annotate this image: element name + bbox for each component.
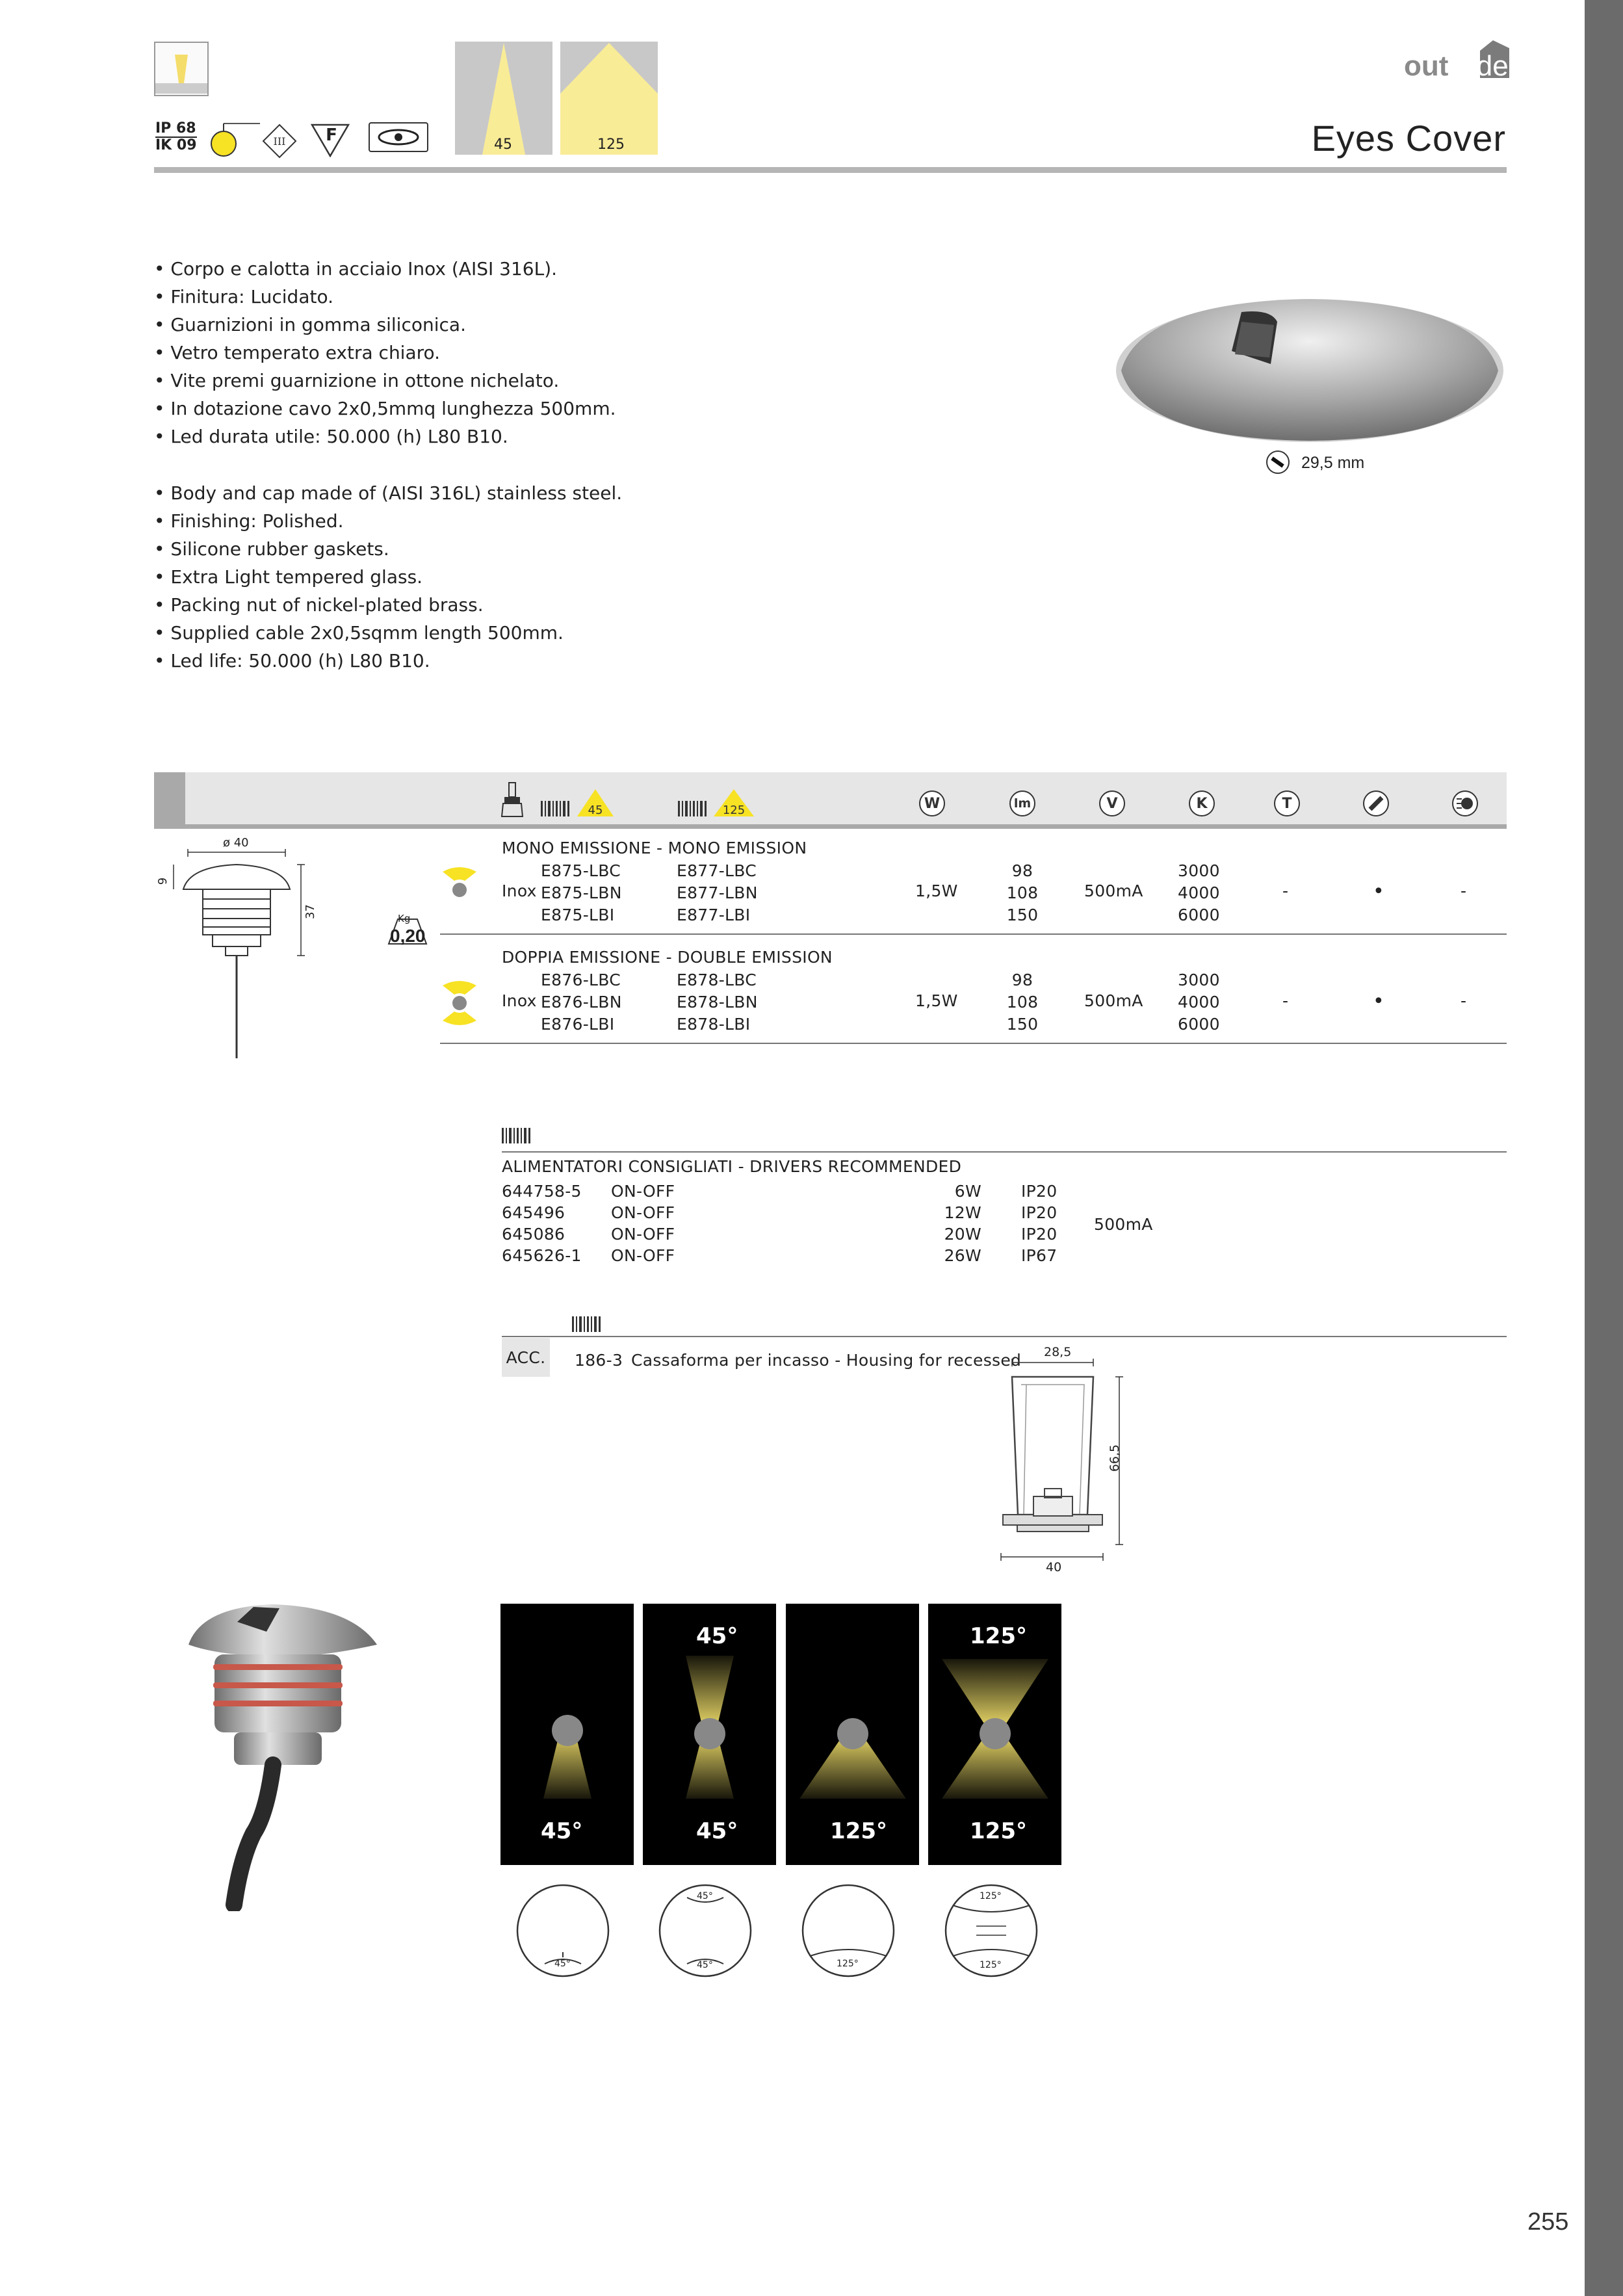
lumen-values: 98 108 150 xyxy=(1006,861,1039,924)
product-cap-photo xyxy=(1115,273,1505,451)
ip-rating: IP 68 IK 09 xyxy=(155,120,197,153)
driver-codes: 644758-5 645496 645086 645626-1 xyxy=(502,1182,582,1265)
housing-height: 66,5 xyxy=(1108,1444,1123,1472)
row-divider xyxy=(440,1043,1507,1044)
class-iii-icon xyxy=(262,124,297,161)
group-title: DOPPIA EMISSIONE - DOUBLE EMISSION xyxy=(502,948,833,967)
watt-icon: W xyxy=(919,790,945,816)
brand-logo xyxy=(1402,39,1509,85)
svg-text:out: out xyxy=(1404,50,1449,82)
current-value: 500mA xyxy=(1084,881,1143,900)
plan-view-mono-45: 45° xyxy=(515,1883,610,1978)
svg-text:III: III xyxy=(273,135,286,148)
svg-text:125: 125 xyxy=(722,803,746,817)
temp-value: - xyxy=(1282,991,1289,1010)
lumen-icon: lm xyxy=(1009,790,1035,816)
svg-text:45: 45 xyxy=(588,803,603,817)
row-divider xyxy=(440,933,1507,935)
page-title: Eyes Cover xyxy=(1311,118,1506,159)
accessory-label: ACC. xyxy=(502,1338,550,1377)
plan-view-double-45: 45° 45° xyxy=(658,1883,753,1978)
walkover-value: • xyxy=(1373,990,1384,1013)
drawing-cap-height: 9 xyxy=(156,877,170,885)
driver-current: 500mA xyxy=(1094,1215,1153,1234)
mono-emission-icon xyxy=(440,867,479,902)
accessory-rule xyxy=(502,1336,1507,1337)
current-value: 500mA xyxy=(1084,991,1143,1010)
codes-125: E877-LBC E877-LBN E877-LBI xyxy=(677,861,758,924)
brush-icon xyxy=(500,781,524,820)
codes-45: E876-LBC E876-LBN E876-LBI xyxy=(541,971,622,1034)
drawing-height: 37 xyxy=(303,904,317,919)
beam-diagram-mono-125: 125° xyxy=(786,1604,919,1865)
waterproof-value: - xyxy=(1461,881,1467,900)
volt-icon: V xyxy=(1099,790,1125,816)
downlight-icon xyxy=(155,43,207,95)
technical-drawing xyxy=(154,837,349,1074)
features-english: • Body and cap made of (AISI 316L) stainless steel. • Finishing: Polished. • Silicone rubber gaskets. • Extra Light tempered glass. • Packing nut of nickel-plated brass. • Supplied cable 2x0,5sqmm length 500mm. • Led life: 50.000 (h) L80 B10. xyxy=(154,482,623,672)
codes-45: E875-LBC E875-LBN E875-LBI xyxy=(541,861,622,924)
plan-view-mono-125: 125° xyxy=(801,1883,896,1978)
barcode-icon xyxy=(572,1316,602,1335)
beam-diagram-double-45: 45° 45° xyxy=(643,1604,776,1865)
weight-badge: Kg 0,20 xyxy=(390,913,426,946)
features-italian: • Corpo e calotta in acciaio Inox (AISI 316L). • Finitura: Lucidato. • Guarnizioni in gomma siliconica. • Vetro temperato extra chiaro. • Vite premi guarnizione in ottone nichelato. • In dotazione cavo 2x0,5mmq lunghezza 500mm. • Led durata utile: 50.000 (h) L80 B10. xyxy=(154,258,616,447)
material: Inox xyxy=(502,881,537,900)
lumen-values: 98 108 150 xyxy=(1006,971,1039,1034)
walkover-value: • xyxy=(1373,880,1384,903)
beam-45-icon: 45 xyxy=(455,42,552,155)
waterproof-icon xyxy=(1452,790,1478,816)
waterproof-value: - xyxy=(1461,991,1467,1010)
svg-text:side: side xyxy=(1456,50,1509,82)
codes-125: E878-LBC E878-LBN E878-LBI xyxy=(677,971,758,1034)
group-title: MONO EMISSIONE - MONO EMISSION xyxy=(502,839,807,857)
barcode-icon xyxy=(541,801,569,819)
drawing-diameter: ø 40 xyxy=(223,836,249,850)
beam-125-icon: 125 xyxy=(560,42,658,155)
drivers-rule xyxy=(502,1151,1507,1153)
accessory-code: 186-3 xyxy=(575,1351,623,1370)
kelvin-values: 3000 4000 6000 xyxy=(1178,861,1220,924)
beam-diagram-mono-45: 45° xyxy=(500,1604,634,1865)
hole-size-icon xyxy=(1266,450,1290,474)
beam-125-badge xyxy=(712,788,755,820)
driver-watts: 6W 12W 20W 26W xyxy=(944,1182,981,1265)
plan-view-double-125: 125° 125° xyxy=(944,1883,1039,1978)
svg-text:F: F xyxy=(326,125,337,145)
temp-value: - xyxy=(1282,881,1289,900)
f-mark-icon xyxy=(311,122,350,160)
watt-value: 1,5W xyxy=(915,881,958,900)
header-rule xyxy=(154,167,1507,173)
watt-value: 1,5W xyxy=(915,991,958,1010)
beam-45-badge xyxy=(576,788,615,820)
temperature-icon: T xyxy=(1274,790,1300,816)
beam-diagram-double-125: 125° 125° xyxy=(928,1604,1061,1865)
barcode-icon xyxy=(678,801,707,819)
walkover-icon xyxy=(1363,790,1389,816)
page-edge-bar xyxy=(1585,0,1623,2296)
double-emission-icon xyxy=(440,980,479,1028)
driver-ip: IP20 IP20 IP20 IP67 xyxy=(1021,1182,1058,1265)
light-icon-box xyxy=(154,42,209,96)
page-number: 255 xyxy=(1527,2208,1569,2236)
eye-icon xyxy=(369,122,428,152)
kelvin-values: 3000 4000 6000 xyxy=(1178,971,1220,1034)
material: Inox xyxy=(502,991,537,1010)
lamp-icon xyxy=(209,122,261,164)
driver-types: ON-OFF ON-OFF ON-OFF ON-OFF xyxy=(611,1182,675,1265)
product-side-photo xyxy=(175,1599,396,1914)
table-header-rule xyxy=(154,824,1507,829)
table-header-bar xyxy=(154,772,1507,824)
drivers-title: ALIMENTATORI CONSIGLIATI - DRIVERS RECOMMENDED xyxy=(502,1157,962,1176)
accessory-description: Cassaforma per incasso - Housing for recessed xyxy=(631,1351,1022,1370)
hole-size: 29,5 mm xyxy=(1301,454,1365,472)
housing-base: 40 xyxy=(1046,1560,1062,1574)
barcode-icon xyxy=(502,1128,532,1146)
housing-width: 28,5 xyxy=(1044,1345,1072,1359)
kelvin-icon: K xyxy=(1189,790,1215,816)
